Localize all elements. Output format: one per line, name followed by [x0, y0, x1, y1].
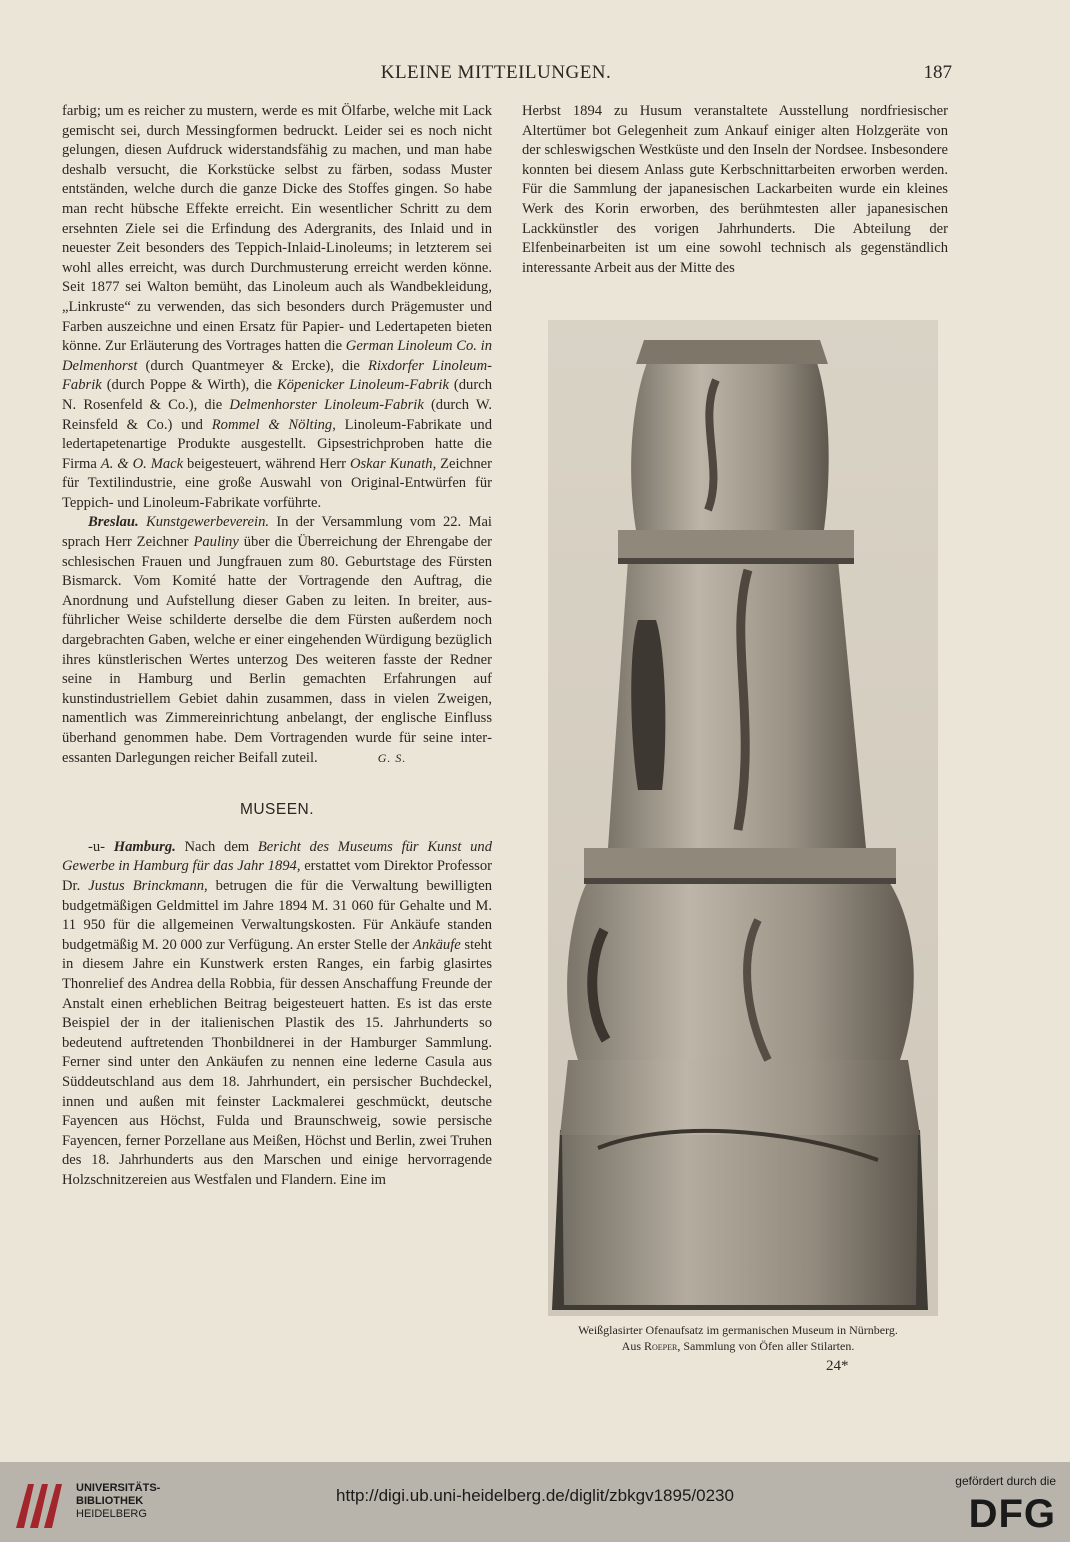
section-heading: MUSEEN.: [239, 801, 315, 819]
figure-caption: [518, 1322, 958, 1354]
niche-opening: [631, 620, 665, 790]
library-name: UNIVERSITÄTS- BIBLIOTHEK HEIDELBERG: [76, 1482, 161, 1520]
signature-mark: 24*: [826, 1358, 849, 1374]
source-url-link[interactable]: http://digi.ub.uni-heidelberg.de/diglit/zbkgv1895/0230: [336, 1486, 734, 1505]
stove-cornice: [636, 340, 828, 364]
author-signature: G. S.: [377, 750, 407, 765]
right-column: [522, 102, 948, 278]
funding-label: gefördert durch die: [955, 1474, 1056, 1488]
paragraph-hamburg: -u- Hamburg. Nach dem Bericht des Museums für Kunst und Gewerbe in Hamburg für das Jahr 1894, erstattet vom Direktor Professor Dr. Justus Brinckmann, betrugen die für die Verwaltung bewilligten budgetmäßigen Geldmittel im Jahre 1894 M. 31 060 für Gehalte und M. 11 950 für die allgemeinen Verwaltungskosten. Für Ankäufe standen budgetmäßig M. 20 000 zur Verfügung. An erster Stelle der Ankäufe steht in diesem Jahre ein Kunstwerk ersten Ranges, ein farbig glasirtes Thonrelief des Andrea della Robbia, für dessen Anschaffung Freunde der Anstalt einen erheblichen Beitrag beigesteuert hatten. Es ist das erste Beispiel der in der italienischen Plastik des 15. Jahrhunderts so bedeutend auftretenden Thonbildnerei in der Hamburger Sammlung. Ferner sind unter den Ankäufen zu nennen eine lederne Casula aus Süddeutschland aus dem 18. Jahrhundert, ein persischer Buchdeckel, innen und außen mit feinster Lackmalerei geschmückt, deutsche Fayencen aus Höchst, Fulda und Braunschweig, sowie persische Fayencen, ferner Porzellane aus Meißen, Höchst und Berlin, zwei Truhen des 18. Jahrhunderts aus den Marschen und einige hervorragende Holzschnitzereien aus Westfalen und Flandern. Eine im: [62, 838, 493, 1188]
caption-line-2: Aus Roeper, Sammlung von Öfen aller Stilarten.: [621, 1339, 855, 1353]
running-header: [40, 62, 952, 90]
university-seal-icon: [8, 1476, 68, 1536]
page-number: 187: [923, 62, 952, 83]
caption-line-1: Weißglasirter Ofenaufsatz im germanischen Museum in Nürnberg.: [578, 1323, 898, 1337]
stove-illustration: [548, 320, 938, 1316]
paragraph-husum: Herbst 1894 zu Husum veranstaltete Ausstellung nordfriesischer Altertümer bot Gelegenheit zum Ankauf einiger alten Holzgeräte von der schleswigschen Westküste und den Inseln der Nordsee. Insbesondere konnten bei diesem Anlass gute Kerbschnittarbeiten erworben werden. Für die Sammlung der japanesischen Lackarbeiten wurde ein kleines Werk des Korin erworben, des berühmtesten aller japanesischen Lackkünstler des vorigen Jahrhunderts. Die Abteilung der Elfenbeinarbeiten ist um eine sowohl technisch als gegenständlich interessante Arbeit aus der Mitte des: [522, 103, 948, 276]
stove-lower-body: [567, 880, 914, 1060]
dfg-logo: DFG: [968, 1492, 1056, 1536]
paragraph-breslau: Breslau. Kunstgewerbeverein. In der Versammlung vom 22. Mai sprach Herr Zeichner Pauliny über die Überreichung der Ehrengabe der schlesischen Frauen und Jungfrauen zum 80. Geburtstage des Fürsten Bismarck. Vom Komité hatte der Vortragende den Auftrag, die Anordnung und Aufstellung dieser Gaben zu leiten. In breiter, ausführlicher Weise schilderte derselbe die dem Fürsten außerdem noch dargebrachten Gaben, welche er einer eingehenden Würdigung bezüglich ihres künstlerischen Wertes unterzog Des weiteren fasste der Redner seine in Hamburg und Berlin gemachten Erfahrungen auf kunstindustriellem Gebiet dahin zusammen, dass in vielen Zweigen, namentlich was Zimmereinrichtung anbelangt, der englische Einfluss überhand genommen habe. Dem Vortragenden wurde für seine interessanten Darlegungen reicher Beifall zuteil. G. S.: [62, 514, 493, 766]
stove-top-body: [631, 360, 829, 530]
stove-base-top: [560, 1060, 920, 1135]
paragraph-linoleum: farbig; um es reicher zu mustern, werde es mit Ölfarbe, welche mit Lack gemischt sei, durch Messingformen bedruckt. Leider sei es noch nicht gelungen, diesen Aufdruck widerstandsfähig zu machen, und man habe deshalb versucht, die Korkstücke selbst zu färben, sodass Muster entständen, welche durch die ganze Dicke des Stoffes gingen. So habe man recht hübsche Effekte erreicht. Ein wesentlicher Schritt zu dem ersehnten Ziele sei die Erfindung des Adergranits, des Inlaid und in neuester Zeit besonders des Teppich-Inlaid-Linoleums; in letzterem sei wohl alles erreicht, was durch Durchmusterung erreicht werden könne. Seit 1877 sei Walton bemüht, das Linoleum auch als Wandbekleidung, „Linkruste“ zu verwenden, das sich besonders durch Prägemuster und Farben auszeichne und einen Ersatz für Papier- und Ledertapeten bieten könne. Zur Erläuterung des Vortrages hatten die German Linoleum Co. in Delmenhorst (durch Quantmeyer & Ercke), die Rixdorfer Linoleum-Fabrik (durch Poppe & Wirth), die Köpenicker Linoleum-Fabrik (durch N. Rosenfeld & Co.), die Delmenhorster Linoleum-Fabrik (durch W. Reinsfeld & Co.) und Rommel & Nölting, Linoleum-Fabrikate und ledertapetenartige Produkte ausgestellt. Gipsestrichproben hatte die Firma A. & O. Mack beigesteuert, während Herr Oskar Kunath, Zeichner für Textilindustrie, eine große Auswahl von Original-Entwürfen für Teppich- und Linoleum-Fabrikate vorführte.: [62, 103, 492, 511]
running-title: KLEINE MITTEILUNGEN.: [380, 62, 612, 83]
digitization-footer: [0, 1462, 1070, 1542]
left-column: [62, 102, 492, 1190]
upper-molding-shadow: [618, 558, 854, 564]
middle-molding-shadow: [584, 878, 896, 884]
stove-base: [562, 1135, 918, 1305]
